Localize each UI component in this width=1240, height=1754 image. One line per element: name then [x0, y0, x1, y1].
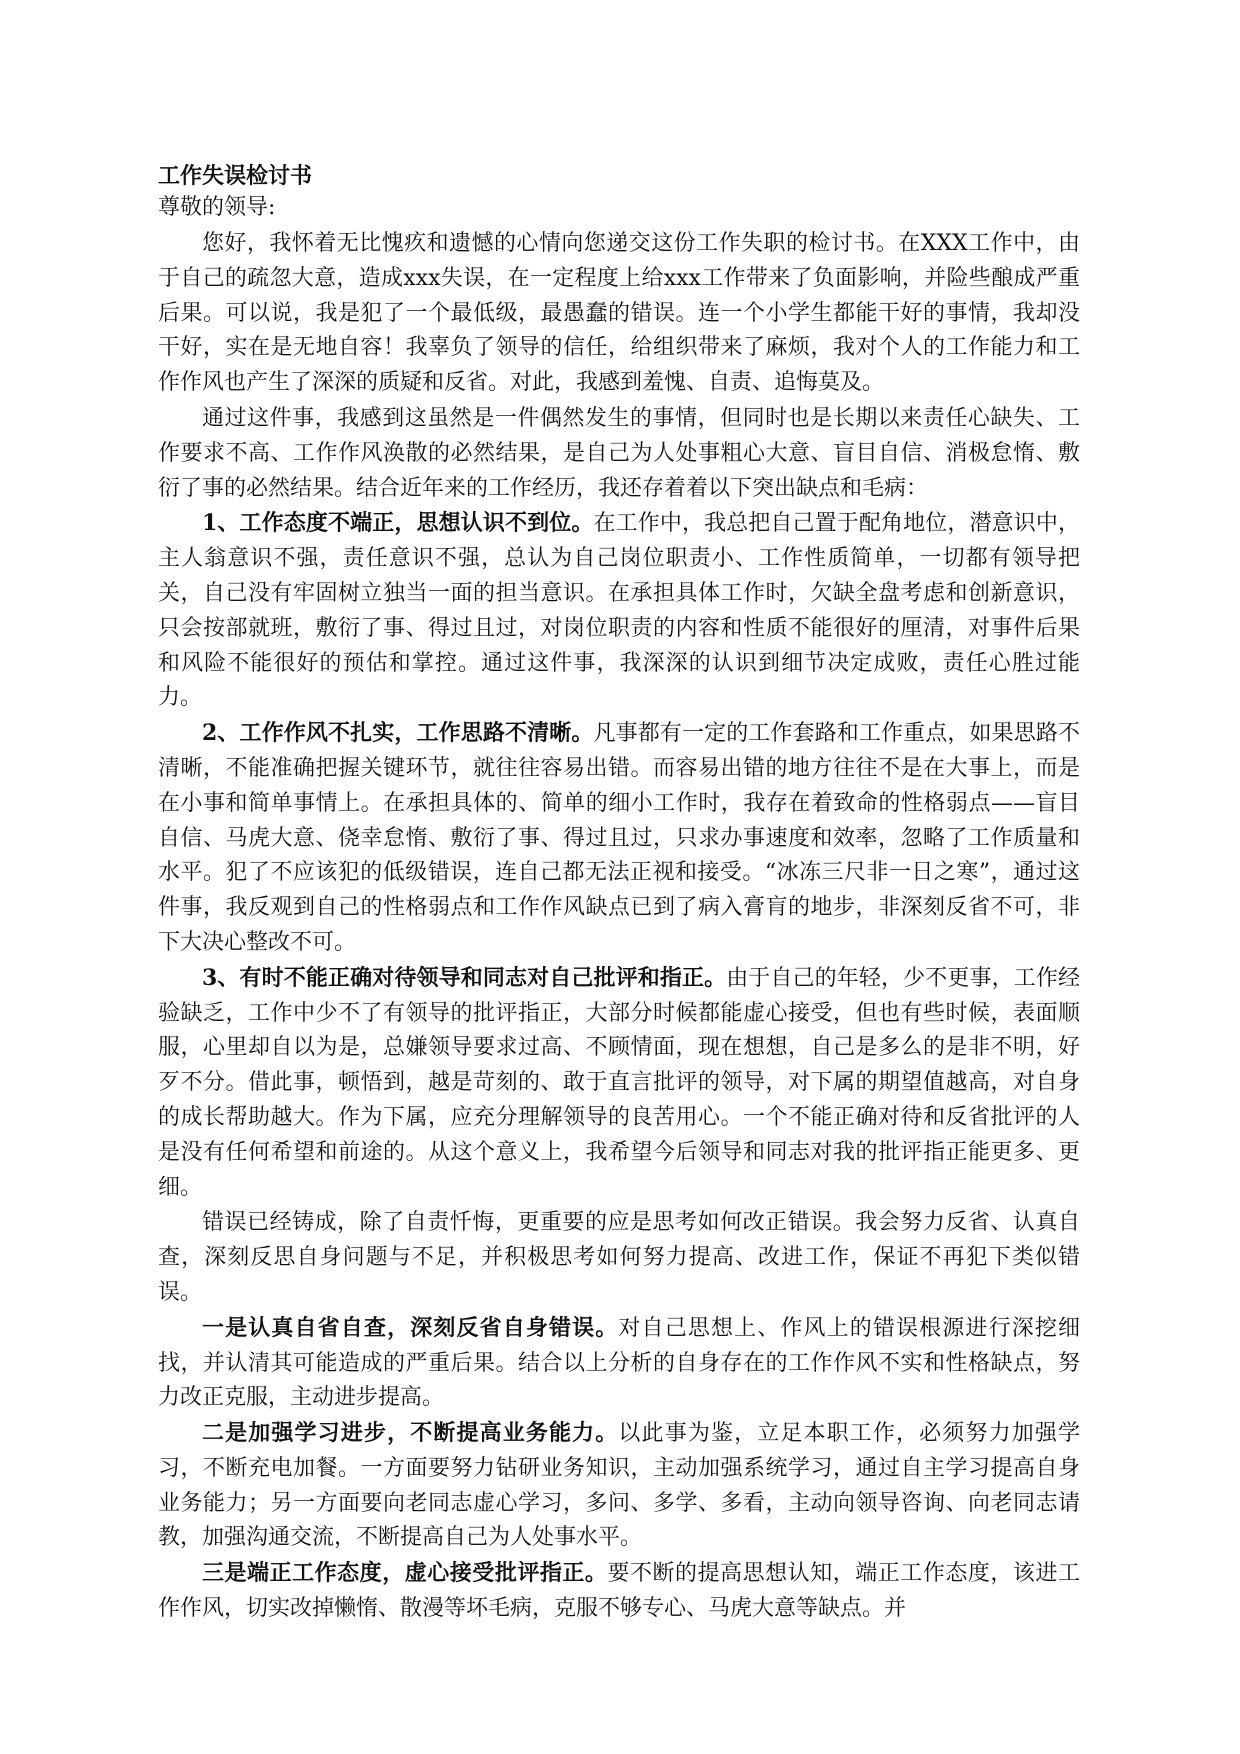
paragraph-text: 由于自己的年轻，少不更事，工作经验缺乏，工作中少不了有领导的批评指正，大部分时候都能虚心接受，但也有些时候，表面顺服，心里却自以为是，总嫌领导要求过高、不顾情面，现在想想，自己是多么的是非不明，好歹不分。借此事，顿悟到，越是苛刻的、敢于直言批评的领导，对下属的期望值越高，对自身的成长帮助越大。作为下属，应充分理解领导的良苦用心。一个不能正确对待和反省批评的人是没有任何希望和前途的。从这个意义上，我希望今后领导和同志对我的批评指正能更多、更细。	[158, 965, 1080, 1200]
paragraph-text: 错误已经铸成，除了自责忏悔，更重要的应是思考如何改正错误。我会努力反省、认真自查，深刻反思自身问题与不足，并积极思考如何努力提高、改进工作，保证不再犯下类似错误。	[158, 1210, 1080, 1305]
paragraph-lead: 1、工作态度不端正，思想认识不到位。	[202, 510, 594, 537]
paragraph-text: 在工作中，我总把自己置于配角地位，潜意识中，主人翁意识不强，责任意识不强，总认为自己岗位职责小、工作性质简单，一切都有领导把关，自己没有牢固树立独当一面的担当意识。在承担具体工作时，欠缺全盘考虑和创新意识，只会按部就班，敷衍了事、得过且过，对岗位职责的内容和性质不能很好的厘清，对事件后果和风险不能很好的预估和掌控。通过这件事，我深深的认识到细节决定成败，责任心胜过能力。	[158, 511, 1080, 711]
paragraph-intro	[158, 226, 1080, 401]
paragraph-point-2	[158, 716, 1080, 961]
paragraph-lead: 一是认真自省自查，深刻反省自身错误。	[202, 1314, 619, 1341]
paragraph-lead: 3、有时不能正确对待领导和同志对自己批评和指正。	[202, 964, 727, 991]
salutation: 尊敬的领导:	[158, 195, 276, 220]
paragraph-text: 对自己思想上、作风上的错误根源进行深挖细找，并认清其可能造成的严重后果。结合以上分析的自身存在的工作作风不实和性格缺点，努力改正克服，主动进步提高。	[158, 1315, 1080, 1411]
paragraph-text: 您好，我怀着无比愧疚和遗憾的心情向您递交这份工作失职的检讨书。在XXX工作中，由于自己的疏忽大意，造成xxx失误，在一定程度上给xxx工作带来了负面影响，并险些酿成严重后果。可以说，我是犯了一个最低级，最愚蠢的错误。连一个小学生都能干好的事情，我却没干好，实在是无地自容！我辜负了领导的信任，给组织带来了麻烦，我对个人的工作能力和工作作风也产生了深深的质疑和反省。对此，我感到羞愧、自责、追悔莫及。	[158, 231, 1080, 396]
paragraph-measure-1	[158, 1311, 1080, 1416]
document-title: 工作失误检讨书	[158, 163, 313, 189]
paragraph-transition	[158, 1205, 1080, 1310]
paragraph-lead: 2、工作作风不扎实，工作思路不清晰。	[202, 720, 594, 747]
paragraph-point-3	[158, 961, 1080, 1206]
paragraph-lead: 三是端正工作态度，虚心接受批评指正。	[202, 1560, 608, 1587]
document-page	[158, 160, 1080, 1627]
paragraph-text: 以此事为鉴，立足本职工作，必须努力加强学习，不断充电加餐。一方面要努力钻研业务知识，主动加强系统学习，通过自主学习提高自身业务能力；另一方面要向老同志虚心学习，多问、多学、多看，主动向领导咨询、向老同志请教，加强沟通交流，不断提高自己为人处事水平。	[158, 1421, 1080, 1551]
paragraph-point-1	[158, 506, 1080, 716]
paragraph-measure-3	[158, 1556, 1080, 1627]
paragraph-reflection	[158, 401, 1080, 506]
paragraph-lead: 二是加强学习进步，不断提高业务能力。	[202, 1420, 619, 1447]
paragraph-measure-2	[158, 1416, 1080, 1556]
paragraph-text: 要不断的提高思想认知，端正工作态度，该进工作作风，切实改掉懒惰、散漫等坏毛病，克服不够专心、马虎大意等缺点。并	[158, 1561, 1080, 1622]
paragraph-text: 凡事都有一定的工作套路和工作重点，如果思路不清晰，不能准确把握关键环节，就往往容易出错。而容易出错的地方往往不是在大事上，而是在小事和简单事情上。在承担具体的、简单的细小工作时，我存在着致命的性格弱点——盲目自信、马虎大意、侥幸怠惰、敷衍了事、得过且过，只求办事速度和效率，忽略了工作质量和水平。犯了不应该犯的低级错误，连自己都无法正视和接受。“冰冻三尺非一日之寒”，通过这件事，我反观到自己的性格弱点和工作作风缺点已到了病入膏肓的地步，非深刻反省不可，非下大决心整改不可。	[158, 721, 1080, 955]
paragraph-text: 通过这件事，我感到这虽然是一件偶然发生的事情，但同时也是长期以来责任心缺失、工作要求不高、工作作风涣散的必然结果，是自己为人处事粗心大意、盲目自信、消极怠惰、敷衍了事的必然结果。结合近年来的工作经历，我还存着着以下突出缺点和毛病：	[158, 405, 1080, 501]
